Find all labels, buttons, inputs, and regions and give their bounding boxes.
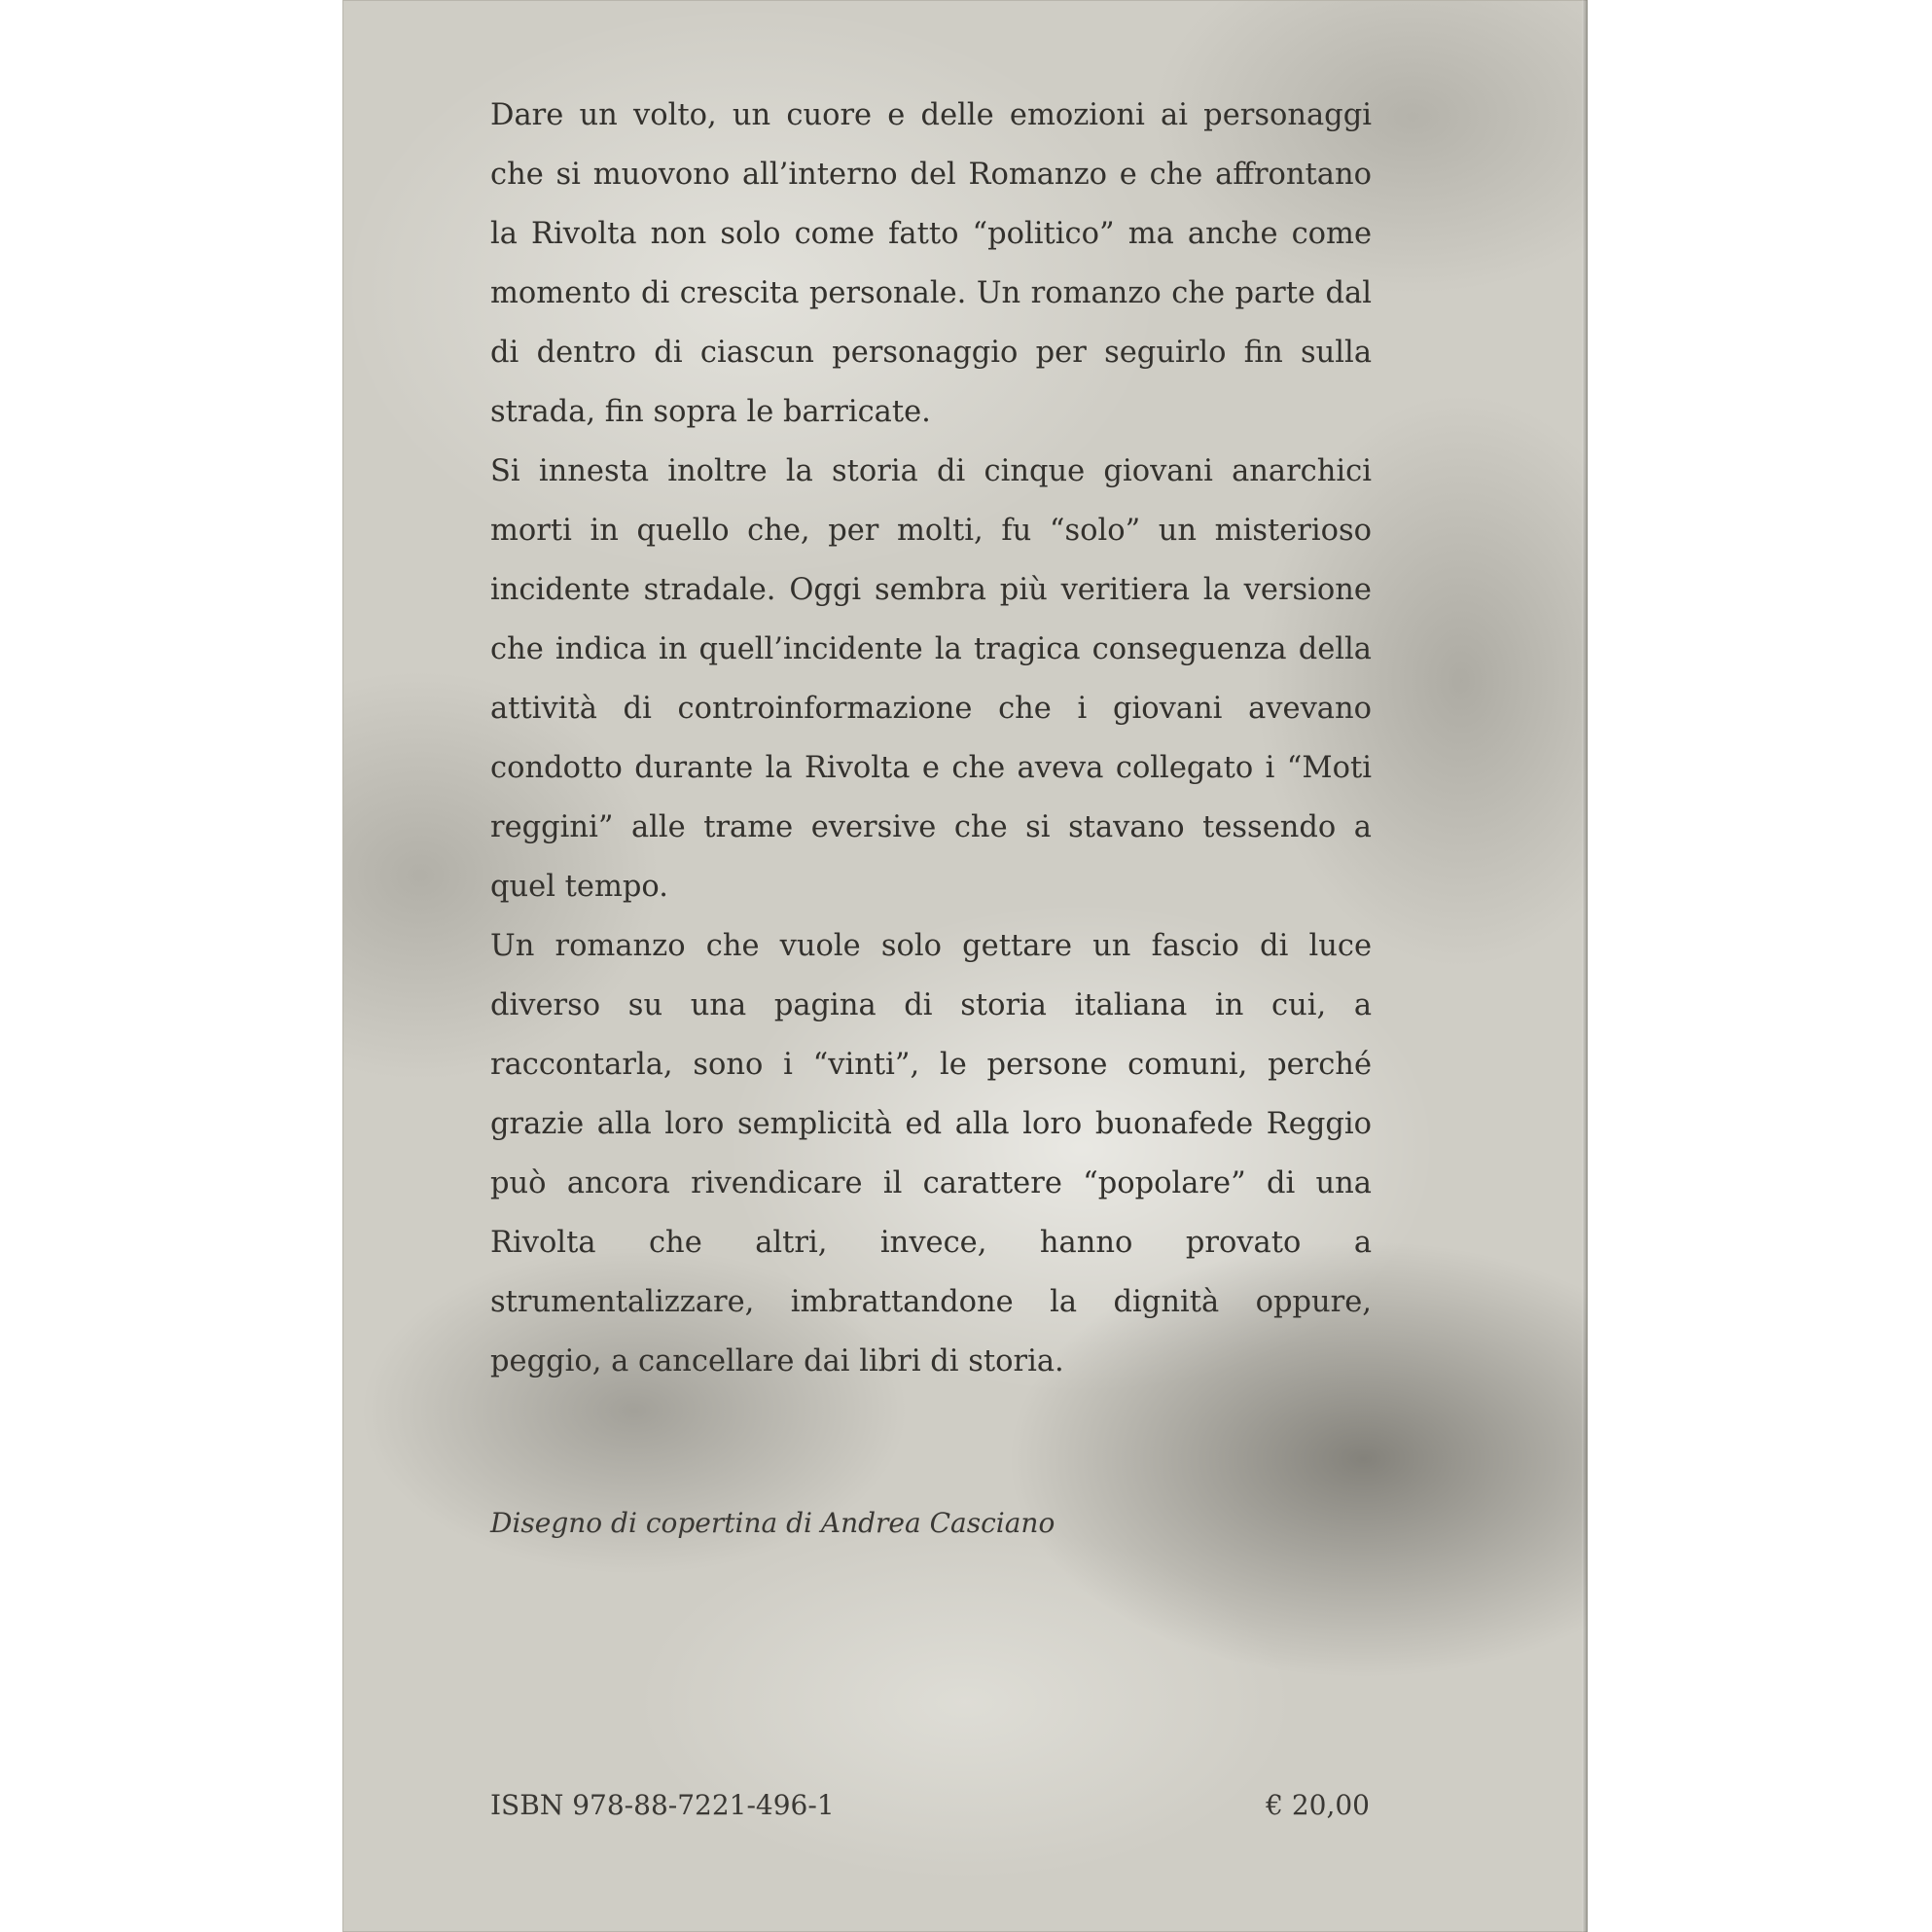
cover-design-credit: Disegno di copertina di Andrea Casciano: [490, 1507, 1055, 1539]
blurb-paragraph-2: Si innesta inoltre la storia di cinque giovani anarchici morti in quello che, per molti, fu “solo” un misterioso incidente stradale. Oggi sembra più veritiera la versione che indica in quell’incidente la tragica conseguenza della attività di controinformazione che i giovani avevano condotto durante la Rivolta e che aveva collegato i “Moti reggini” alle trame eversive che si stavano tessendo a quel tempo.: [490, 454, 1372, 904]
blurb-text: [490, 86, 1372, 1391]
price-label: € 20,00: [1266, 1789, 1370, 1821]
blurb-paragraph-1: Dare un volto, un cuore e delle emozioni ai personaggi che si muovono all’interno del Romanzo e che affrontano la Rivolta non solo come fatto “politico” ma anche come momento di crescita personale. Un romanzo che parte dal di dentro di ciascun personaggio per seguirlo fin sulla strada, fin sopra le barricate.: [490, 98, 1372, 429]
isbn-number: ISBN 978-88-7221-496-1: [490, 1789, 835, 1821]
blurb-paragraph-3: Un romanzo che vuole solo gettare un fascio di luce diverso su una pagina di storia italiana in cui, a raccontarla, sono i “vinti”, le persone comuni, perché grazie alla loro semplicità ed alla loro buonafede Reggio può ancora rivendicare il carattere “popolare” di una Rivolta che altri, invece, hanno provato a strumentalizzare, imbrattandone la dignità oppure, peggio, a cancellare dai libri di storia.: [490, 929, 1372, 1378]
book-back-cover: [342, 0, 1588, 1932]
cover-edge-shadow: [1582, 0, 1588, 1932]
